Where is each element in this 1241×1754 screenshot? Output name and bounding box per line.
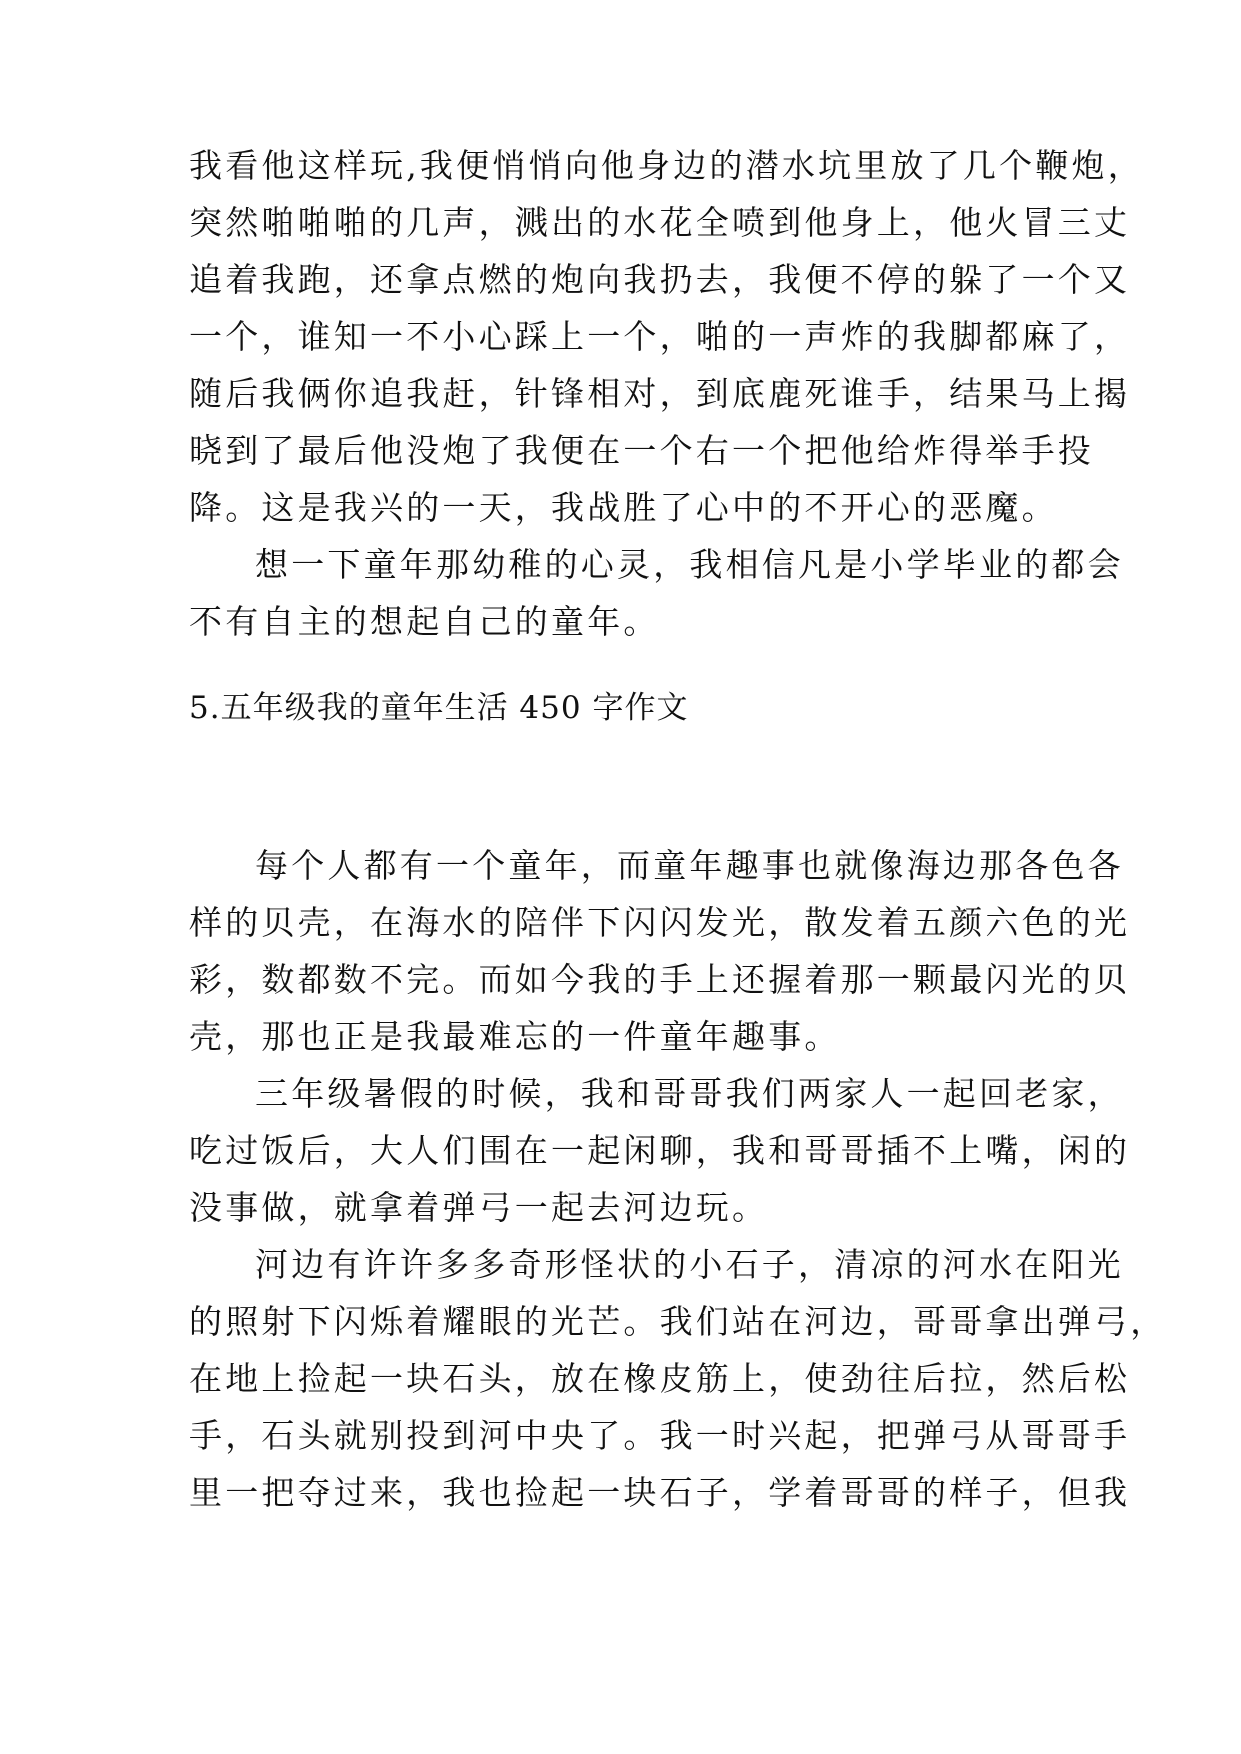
body-text-line: 没事做，就拿着弹弓一起去河边玩。: [189, 1188, 769, 1227]
body-text-line: 彩，数都数不完。而如今我的手上还握着那一颗最闪光的贝: [189, 960, 1131, 999]
body-text-line: 不有自主的想起自己的童年。: [189, 602, 660, 641]
body-text-line: 样的贝壳，在海水的陪伴下闪闪发光，散发着五颜六色的光: [189, 903, 1131, 942]
body-text-line: 降。这是我兴的一天，我战胜了心中的不开心的恶魔。: [189, 488, 1058, 527]
body-text-line: 在地上捡起一块石头，放在橡皮筋上，使劲往后拉，然后松: [189, 1359, 1131, 1398]
body-text-line: 突然啪啪啪的几声，溅出的水花全喷到他身上，他火冒三丈: [189, 203, 1131, 242]
section-heading: 5.五年级我的童年生活 450 字作文: [189, 690, 689, 726]
body-text-line: 三年级暑假的时候，我和哥哥我们两家人一起回老家，: [255, 1074, 1124, 1113]
body-text-line: 晓到了最后他没炮了我便在一个右一个把他给炸得举手投: [189, 431, 1094, 470]
body-text-line: 追着我跑，还拿点燃的炮向我扔去，我便不停的躲了一个又: [189, 260, 1131, 299]
body-text-line: 里一把夺过来，我也捡起一块石子，学着哥哥的样子，但我: [189, 1473, 1131, 1512]
body-text-line: 每个人都有一个童年，而童年趣事也就像海边那各色各: [255, 846, 1124, 885]
body-text-line: 的照射下闪烁着耀眼的光芒。我们站在河边，哥哥拿出弹弓，: [189, 1302, 1167, 1341]
body-text-line: 随后我俩你追我赶，针锋相对，到底鹿死谁手，结果马上揭: [189, 374, 1131, 413]
body-text-line: 壳，那也正是我最难忘的一件童年趣事。: [189, 1017, 841, 1056]
body-text-line: 河边有许许多多奇形怪状的小石子，清凉的河水在阳光: [255, 1245, 1124, 1284]
body-text-line: 一个，谁知一不小心踩上一个，啪的一声炸的我脚都麻了，: [189, 317, 1131, 356]
body-text-line: 吃过饭后，大人们围在一起闲聊，我和哥哥插不上嘴，闲的: [189, 1131, 1131, 1170]
body-text-line: 想一下童年那幼稚的心灵，我相信凡是小学毕业的都会: [255, 545, 1124, 584]
body-text-line: 手，石头就别投到河中央了。我一时兴起，把弹弓从哥哥手: [189, 1416, 1131, 1455]
body-text-line: 我看他这样玩,我便悄悄向他身边的潜水坑里放了几个鞭炮，: [189, 146, 1144, 185]
